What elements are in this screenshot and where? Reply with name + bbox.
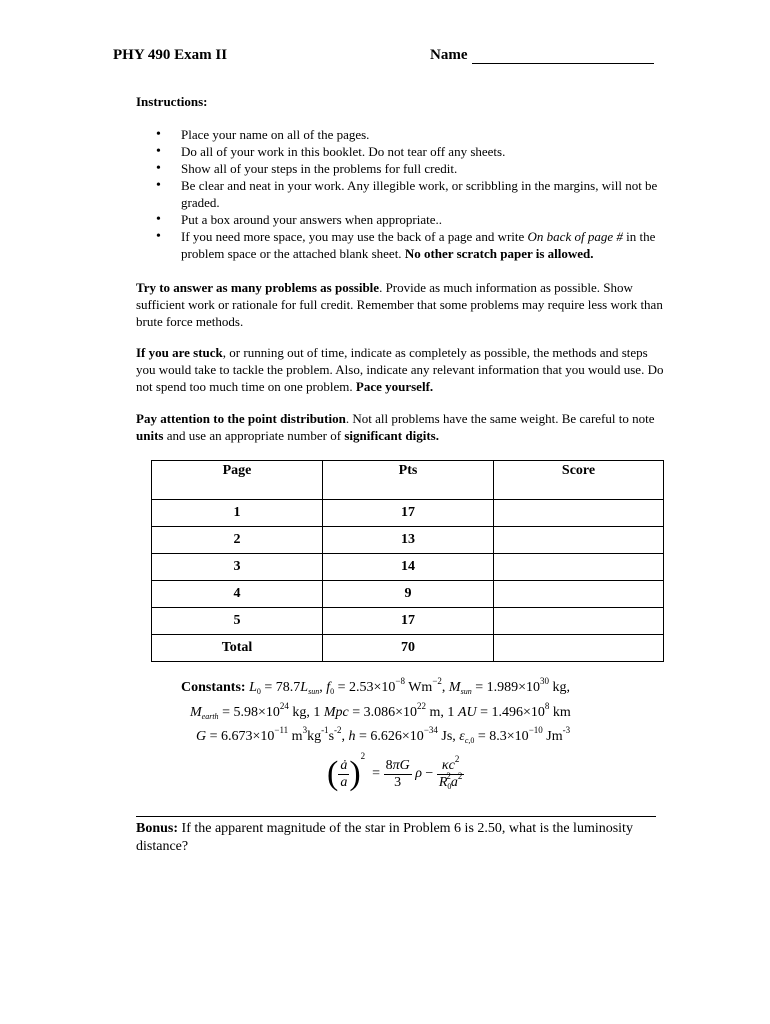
- table-row: [152, 608, 664, 635]
- table-row-total: [152, 635, 664, 662]
- row-score[interactable]: [494, 554, 664, 581]
- row-page: 2: [152, 527, 323, 554]
- table-row: [152, 500, 664, 527]
- table-header-row: [152, 461, 664, 500]
- row-score[interactable]: [494, 608, 664, 635]
- row-page: Total: [152, 635, 323, 662]
- table-row: [152, 581, 664, 608]
- bonus-label: Bonus:: [136, 821, 179, 836]
- constants-line-3: $G = 6.673\times 10^{-11}$ $m^3kg^{-1}s^{-2}$, $h = 6.626\times 10^{-34}$ Js, $\varepsilon_{c,0} = 8.3\times 10^{-10}$ $Jm^{-3}$: [196, 725, 571, 745]
- row-score[interactable]: [494, 527, 664, 554]
- name-field: [430, 47, 654, 64]
- row-page: 4: [152, 581, 323, 608]
- name-label: Name: [430, 47, 468, 63]
- row-pts: 9: [323, 581, 494, 608]
- constants-label: Constants:: [181, 680, 246, 695]
- row-score[interactable]: [494, 635, 664, 662]
- header-page: Page: [152, 461, 323, 500]
- table-row: [152, 554, 664, 581]
- instructions-title: Instructions:: [136, 94, 208, 109]
- instructions-list: [136, 126, 666, 262]
- row-page: 5: [152, 608, 323, 635]
- row-pts: 17: [323, 500, 494, 527]
- row-page: 1: [152, 500, 323, 527]
- instruction-item: • Put a box around your answers when appropriate..: [136, 211, 666, 228]
- paragraph-attention: Pay attention to the point distribution. Not all problems have the same weight. Be careful to note units and use an appropriate number of significant digits.: [136, 411, 655, 443]
- row-score[interactable]: [494, 581, 664, 608]
- instruction-item: • Place your name on all of the pages.: [136, 126, 666, 143]
- row-pts: 14: [323, 554, 494, 581]
- divider: [136, 816, 656, 817]
- instruction-item: • Do all of your work in this booklet. Do not tear off any sheets.: [136, 143, 666, 160]
- instruction-item: • Show all of your steps in the problems for full credit.: [136, 160, 666, 177]
- points-table: [151, 460, 664, 662]
- paragraph-stuck: If you are stuck, or running out of time, indicate as completely as possible, the methods and steps you would take to tackle the problem. Also, indicate any relevant information that you would use. Do not spend too much time on one problem. Pace yourself.: [136, 345, 664, 394]
- row-pts: 13: [323, 527, 494, 554]
- header-score: Score: [494, 461, 664, 500]
- instruction-item: • If you need more space, you may use the back of a page and write On back of page # in the problem space or the attached blank sheet. No other scratch paper is allowed.: [136, 228, 666, 262]
- name-blank-line: [472, 49, 654, 64]
- row-page: 3: [152, 554, 323, 581]
- paragraph-try: Try to answer as many problems as possible. Provide as much information as possible. Show sufficient work or rationale for full credit. Remember that some problems may require less work than brute force methods.: [136, 280, 663, 329]
- constants-line-1: Constants: $L_0 = 78.7L_{sun}$, $f_0 = 2.53\times 10^{-8}$ $Wm^{-2}$, $M_{sun} = 1.989\times 10^{30}$ kg,: [181, 676, 570, 696]
- row-pts: 17: [323, 608, 494, 635]
- bonus-question: [136, 820, 666, 856]
- friedmann-equation: ( $\frac{ȧ}{a}$ )$^2$ = $\frac{8\pi G}{3}$ ρ − $\frac{\kappa c^2}{R_0^2a^2}$: [327, 751, 463, 792]
- exam-title: PHY 490 Exam II: [113, 47, 228, 63]
- row-pts: 70: [323, 635, 494, 662]
- table-row: [152, 527, 664, 554]
- constants-line-2: $M_{earth} = 5.98\times 10^{24}$ kg, 1 Mpc = $3.086\times 10^{22}$ m, 1 AU = $1.496\times 10^8$ km: [190, 701, 571, 721]
- bonus-text: If the apparent magnitude of the star in Problem 6 is 2.50, what is the luminosity distance?: [136, 821, 633, 854]
- instruction-item: • Be clear and neat in your work. Any illegible work, or scribbling in the margins, will not be graded.: [136, 177, 666, 211]
- row-score[interactable]: [494, 500, 664, 527]
- header-pts: Pts: [323, 461, 494, 500]
